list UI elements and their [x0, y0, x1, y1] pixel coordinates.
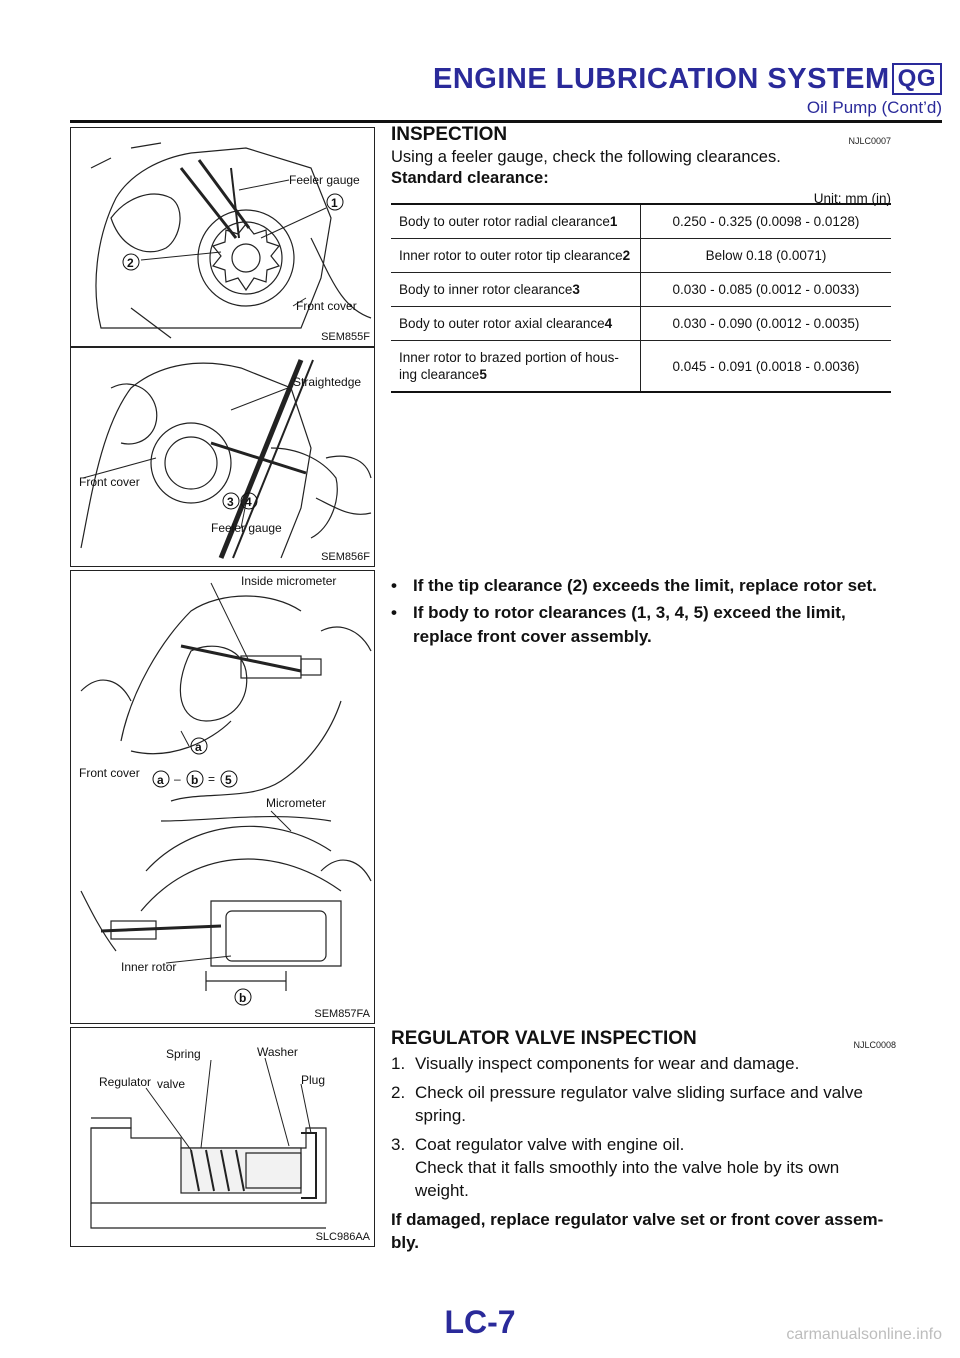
note-text: If body to rotor clearances (1, 3, 4, 5) exceed the limit, replace front cover assembly.	[413, 603, 846, 646]
clearance-item	[391, 307, 641, 341]
label-inside-micrometer: Inside micrometer	[241, 574, 337, 588]
step-subtext: Check that it falls smoothly into the valve hole by its own weight.	[415, 1158, 840, 1200]
clearance-item	[391, 204, 641, 239]
clearance-table	[391, 203, 891, 393]
label-micrometer: Micrometer	[266, 796, 327, 810]
callout-4: 4	[245, 495, 252, 509]
clearance-callout: 3	[572, 282, 580, 297]
callout-3: 3	[227, 495, 234, 509]
clearance-row	[391, 341, 891, 393]
regulator-section	[391, 1028, 896, 1254]
bullet-icon: •	[391, 603, 397, 622]
note-text: If the tip clearance (2) exceeds the limit, replace rotor set.	[413, 576, 877, 595]
callout-1: 1	[331, 196, 338, 210]
note-item	[391, 601, 896, 649]
clearance-value: Below 0.18 (0.0071)	[641, 239, 892, 273]
label-inner-rotor: Inner rotor	[121, 960, 177, 974]
clearance-item-text: Body to outer rotor radial clearance	[399, 214, 610, 229]
clearance-callout: 5	[479, 367, 487, 382]
equation-minus: –	[174, 772, 181, 786]
clearance-row	[391, 204, 891, 239]
clearance-value: 0.045 - 0.091 (0.0018 - 0.0036)	[641, 341, 892, 393]
step-number: 2.	[391, 1083, 406, 1102]
feeler-gauge-illustration	[71, 128, 374, 346]
clearance-item	[391, 341, 641, 393]
straightedge-illustration	[71, 348, 374, 566]
callout-b: b	[239, 991, 247, 1005]
label-regulator: Regulator	[99, 1075, 152, 1089]
clearance-callout: 4	[604, 316, 613, 331]
equation-b: b	[191, 773, 199, 787]
clearance-item-text: Inner rotor to outer rotor tip clearance	[399, 248, 623, 263]
step-number: 3.	[391, 1135, 406, 1154]
figure-caption: SEM857FA	[314, 1008, 370, 1020]
clearance-value: 0.250 - 0.325 (0.0098 - 0.0128)	[641, 204, 892, 239]
limit-notes	[391, 574, 896, 649]
clearance-value: 0.030 - 0.090 (0.0012 - 0.0035)	[641, 307, 892, 341]
label-feeler-gauge: Feeler gauge	[289, 173, 360, 187]
engine-code-badge: QG	[892, 63, 942, 95]
section-code: NJLC0008	[853, 1040, 896, 1050]
figure-caption: SEM855F	[321, 331, 370, 343]
note-item	[391, 574, 896, 598]
step-number: 1.	[391, 1054, 406, 1073]
clearance-callout: 2	[622, 248, 631, 263]
label-straightedge: Straightedge	[293, 375, 362, 389]
inspection-heading: INSPECTION	[391, 124, 508, 145]
header-rule	[70, 120, 942, 123]
equation-a: a	[157, 773, 164, 787]
section-code: NJLC0007	[848, 136, 891, 146]
label-front-cover: Front cover	[79, 766, 140, 780]
figure-sem856f	[70, 347, 375, 567]
clearance-row	[391, 239, 891, 273]
label-washer: Washer	[257, 1045, 298, 1059]
regulator-valve-illustration	[71, 1028, 374, 1246]
step-text: Coat regulator valve with engine oil.	[415, 1135, 685, 1154]
unit-label: Unit: mm (in)	[813, 191, 891, 206]
step-text: Check oil pressure regulator valve sliding surface and valve spring.	[415, 1083, 863, 1125]
figure-sem857fa	[70, 570, 375, 1024]
equation-equals: =	[208, 772, 216, 786]
inspection-intro: Using a feeler gauge, check the following clearances.	[391, 148, 781, 166]
micrometer-illustration	[71, 571, 374, 1023]
section-subtitle: Oil Pump (Cont’d)	[806, 98, 942, 117]
callout-2: 2	[127, 256, 134, 270]
section-title-text: ENGINE LUBRICATION SYSTEM	[433, 63, 890, 95]
callout-a: a	[195, 740, 202, 754]
label-plug: Plug	[301, 1073, 326, 1087]
clearance-callout: 1	[609, 214, 618, 229]
watermark: carmanualsonline.info	[786, 1326, 942, 1343]
step-text: Visually inspect components for wear and damage.	[415, 1054, 800, 1073]
inspection-section	[391, 124, 891, 206]
figure-caption: SLC986AA	[315, 1231, 370, 1243]
section-title	[433, 63, 942, 96]
regulator-steps	[391, 1052, 896, 1202]
clearance-row	[391, 307, 891, 341]
step-item	[391, 1081, 896, 1127]
label-feeler-gauge: Feeler gauge	[211, 521, 282, 535]
clearance-item-text: Body to inner rotor clearance	[399, 282, 573, 297]
label-front-cover: Front cover	[296, 299, 357, 313]
clearance-row	[391, 273, 891, 307]
regulator-heading: REGULATOR VALVE INSPECTION	[391, 1028, 697, 1049]
clearance-item-text: Inner rotor to brazed portion of hous- ing clearance	[399, 350, 619, 382]
equation-5: 5	[225, 773, 232, 787]
clearance-item-text: Body to outer rotor axial clearance	[399, 316, 605, 331]
bullet-icon: •	[391, 576, 397, 595]
page-number: LC-7	[444, 1304, 516, 1340]
label-spring: Spring	[166, 1047, 201, 1061]
step-item	[391, 1133, 896, 1202]
figure-sem855f	[70, 127, 375, 347]
figure-caption: SEM856F	[321, 551, 370, 563]
figure-slc986aa	[70, 1027, 375, 1247]
label-front-cover: Front cover	[79, 475, 140, 489]
standard-clearance-label: Standard clearance:	[391, 169, 549, 187]
clearance-item	[391, 239, 641, 273]
step-item	[391, 1052, 896, 1075]
label-valve: valve	[157, 1077, 186, 1091]
regulator-note: If damaged, replace regulator valve set or front cover assem- bly.	[391, 1210, 884, 1252]
clearance-value: 0.030 - 0.085 (0.0012 - 0.0033)	[641, 273, 892, 307]
clearance-item	[391, 273, 641, 307]
